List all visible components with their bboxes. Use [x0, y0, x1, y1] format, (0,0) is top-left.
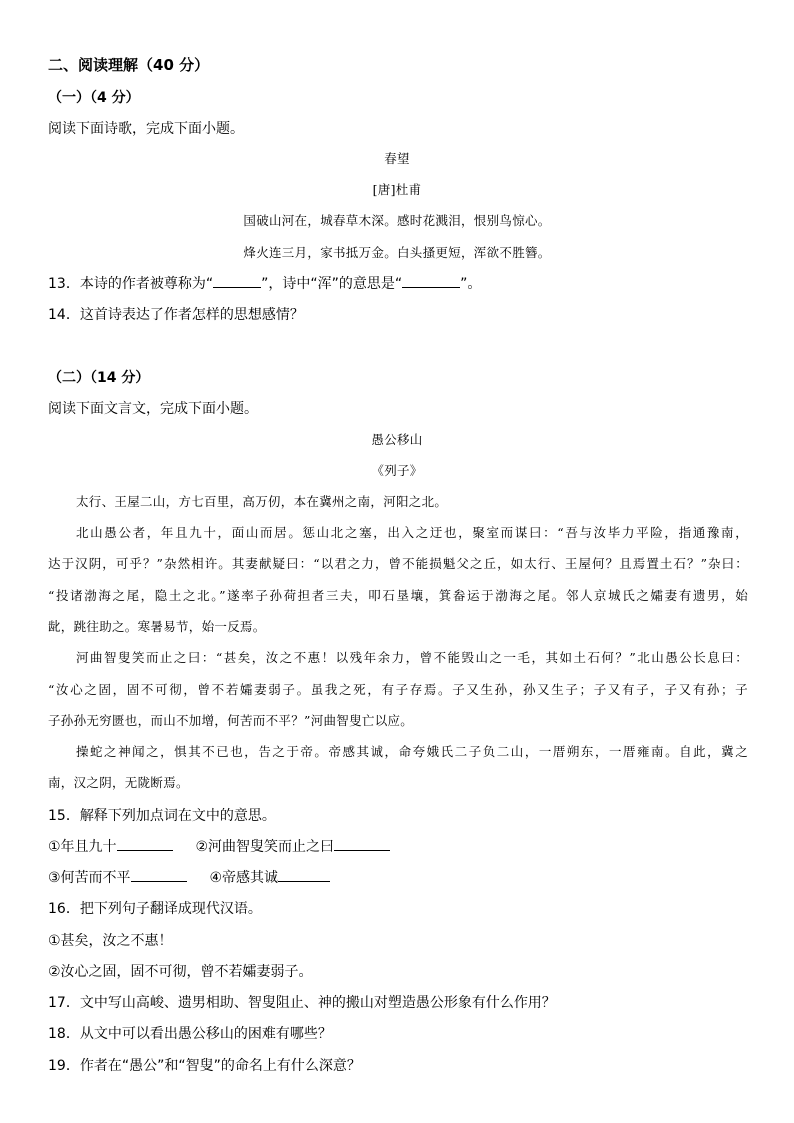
q15-item-2: ②河曲智叟笑而止之曰 [195, 839, 335, 855]
text-para-3-line-2: “汝心之固，固不可彻，曾不若孀妻弱子。虽我之死，有子存焉。子又生孙，孙又生子；子又有子，子又有孙；子 [48, 682, 748, 697]
question-19: 19．作者在“愚公”和“智叟”的命名上有什么深意？ [48, 1058, 361, 1074]
text-para-2-line-1: 北山愚公者，年且九十，面山而居。惩山北之塞，出入之迂也，聚室而谋曰：“吾与汝毕力平险，指通豫南， [76, 525, 748, 540]
q15-item-1: ①年且九十 [48, 839, 117, 855]
poem-title: 春望 [384, 151, 410, 166]
part1-heading: （一）（4 分） [48, 90, 140, 106]
text-para-4-line-1: 操蛇之神闻之，惧其不已也，告之于帝。帝感其诚，命夸娥氏二子负二山，一厝朔东，一厝雍南。自此，冀之 [76, 744, 748, 759]
question-17: 17．文中写山高峻、遗男相助、智叟阻止、神的搬山对塑造愚公形象有什么作用？ [48, 995, 556, 1011]
text-para-2-line-3: “投诸渤海之尾，隐土之北。”遂率子孙荷担者三夫，叩石垦壤，箕畚运于渤海之尾。邻人京城氏之孀妻有遗男，始 [48, 588, 748, 603]
q15-row-2 [48, 867, 330, 887]
text-source: 《列子》 [371, 463, 423, 478]
part1-instruction: 阅读下面诗歌，完成下面小题。 [48, 121, 244, 137]
q15-item-4: ④帝感其诚 [209, 870, 279, 886]
text-para-4-line-2: 南，汉之阴，无陇断焉。 [48, 775, 189, 790]
section-title: 二、阅读理解（40 分） [48, 56, 210, 74]
poem-line-2: 烽火连三月，家书抵万金。白头搔更短，浑欲不胜簪。 [243, 245, 551, 260]
question-14: 14．这首诗表达了作者怎样的思想感情？ [48, 307, 304, 323]
q13-text-c: ”。 [460, 276, 482, 292]
q13-text-b: ”，诗中“浑”的意思是“ [261, 276, 403, 292]
part2-heading: （二）（14 分） [48, 370, 150, 386]
q16-item-1: ①甚矣，汝之不惠！ [48, 933, 173, 949]
text-para-3-line-1: 河曲智叟笑而止之曰：“甚矣，汝之不惠！以残年余力，曾不能毁山之一毛，其如土石何？”北山愚公长息曰： [76, 650, 748, 665]
q13-text-a: 13．本诗的作者被尊称为“ [48, 276, 214, 292]
q15-row-1 [48, 836, 390, 856]
q15-blank-3[interactable] [131, 869, 187, 882]
q15-item-3: ③何苦而不平 [48, 870, 131, 886]
text-para-3-line-3: 子孙孙无穷匮也，而山不加增，何苦而不平？”河曲智叟亡以应。 [48, 713, 414, 728]
q13-answer-blank-2[interactable] [402, 275, 460, 288]
text-para-2-line-4: 龀，跳往助之。寒暑易节，始一反焉。 [48, 619, 266, 634]
text-para-2-line-2: 达于汉阴，可乎？”杂然相许。其妻献疑曰：“以君之力，曾不能损魁父之丘，如太行、王屋何？且焉置土石？”杂曰： [48, 556, 748, 571]
part2-instruction: 阅读下面文言文，完成下面小题。 [48, 401, 258, 417]
question-13 [48, 273, 481, 293]
q15-blank-4[interactable] [278, 869, 330, 882]
q15-blank-2[interactable] [334, 838, 390, 851]
question-18: 18．从文中可以看出愚公移山的困难有哪些？ [48, 1026, 332, 1042]
q13-answer-blank-1[interactable] [213, 275, 261, 288]
question-16: 16．把下列句子翻译成现代汉语。 [48, 901, 262, 917]
poem-line-1: 国破山河在，城春草木深。感时花溅泪，恨别鸟惊心。 [243, 213, 551, 228]
q15-blank-1[interactable] [117, 838, 173, 851]
text-para-1: 太行、王屋二山，方七百里，高万仞，本在冀州之南，河阳之北。 [76, 494, 448, 509]
poem-author: [唐]杜甫 [372, 182, 422, 197]
text-title: 愚公移山 [371, 432, 423, 447]
q16-item-2: ②汝心之固，固不可彻，曾不若孀妻弱子。 [48, 964, 313, 980]
question-15: 15．解释下列加点词在文中的意思。 [48, 808, 276, 824]
